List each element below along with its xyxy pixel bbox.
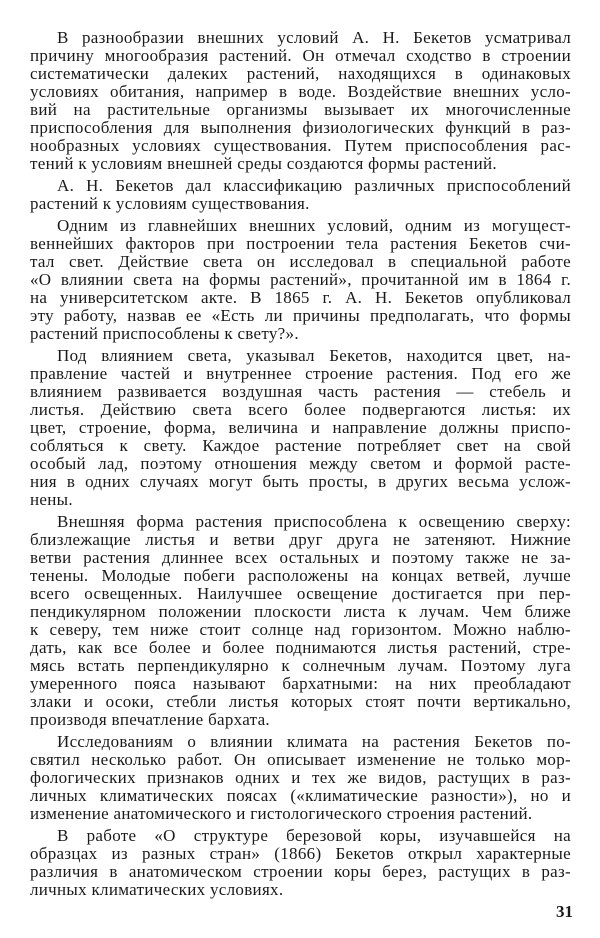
- text-line: приспособления для выполнения физиологических функций в раз-: [30, 118, 571, 137]
- text-line: систематически далеких растений, находящихся в одинаковых: [30, 64, 571, 83]
- text-line: В работе «О структуре березовой коры, изучавшейся на: [57, 826, 571, 845]
- paragraph: [30, 29, 571, 173]
- text-line: близлежащие листья и ветви друг друга не затеняют. Нижние: [30, 530, 571, 549]
- text-line: злаки и осоки, стебли листья которых стоят почти вертикально,: [30, 692, 571, 711]
- text-line: А. Н. Бекетов дал классификацию различных приспособлений: [57, 176, 571, 195]
- text-line: производя впечатление бархата.: [30, 710, 270, 729]
- text-line: особый лад, поэтому отношения между светом и формой расте-: [30, 454, 571, 473]
- text-line: цвет, строение, форма, величина и направление должны приспо-: [30, 418, 571, 437]
- text-line: Внешняя форма растения приспособлена к освещению сверху:: [57, 512, 571, 531]
- text-line: святил несколько работ. Он описывает изменение не только мор-: [30, 750, 571, 769]
- text-line: ветви растения длиннее всех остальных и поэтому также не за-: [30, 548, 571, 567]
- paragraph: [30, 177, 571, 213]
- text-line: дать, как все более и более поднимаются листья растений, стре-: [30, 638, 571, 657]
- text-line: растений приспособлены к свету?».: [30, 324, 299, 343]
- text-line: личных климатических поясах («климатические разности»), но и: [30, 786, 571, 805]
- text-line: пендикулярном положении плоскости листа к лучам. Чем ближе: [30, 602, 571, 621]
- text-line: нообразных условиях существования. Путем приспособления рас-: [30, 136, 571, 155]
- text-line: всего освещенных. Наилучшее освещение достигается при пер-: [30, 584, 571, 603]
- text-line: причину многообразия растений. Он отмечал сходство в строении: [30, 46, 571, 65]
- text-line: к северу, тем ниже стоит солнце над горизонтом. Можно наблю-: [30, 620, 571, 639]
- text-line: условиях обитания, например в воде. Воздействие внешних усло-: [30, 82, 571, 101]
- text-line: тений к условиям внешней среды создаются формы растений.: [30, 154, 497, 173]
- text-line: влиянием развивается воздушная часть растения — стебель и: [30, 382, 571, 401]
- text-line: мясь встать перпендикулярно к солнечным лучам. Поэтому луга: [30, 656, 571, 675]
- text-line: различия в анатомическом строении коры берез, растущих в раз-: [30, 862, 571, 881]
- text-line: В разнообразии внешних условий А. Н. Бекетов усматривал: [57, 28, 571, 47]
- text-line: личных климатических условиях.: [30, 880, 284, 899]
- text-line: тал свет. Действие света он исследовал в специальной работе: [30, 252, 571, 271]
- text-line: вий на растительные организмы вызывает их многочисленные: [30, 100, 571, 119]
- paragraph: [30, 217, 571, 343]
- text-line: собляться к свету. Каждое растение потребляет свет на свой: [30, 436, 571, 455]
- page-body: [30, 29, 571, 903]
- paragraph: [30, 347, 571, 509]
- text-line: Исследованиям о влиянии климата на растения Бекетов по-: [57, 732, 571, 751]
- text-line: растений к условиям существования.: [30, 194, 310, 213]
- paragraph: [30, 827, 571, 899]
- text-line: изменение анатомического и гистологического строения растений.: [30, 804, 533, 823]
- text-line: веннейших факторов при построении тела растения Бекетов счи-: [30, 234, 571, 253]
- text-line: на университетском акте. В 1865 г. А. Н. Бекетов опубликовал: [30, 288, 571, 307]
- text-line: образцах из разных стран» (1866) Бекетов открыл характерные: [30, 844, 571, 863]
- text-line: нены.: [30, 490, 73, 509]
- page-number: 31: [556, 902, 573, 921]
- paragraph: [30, 733, 571, 823]
- text-line: ния в одних случаях могут быть просты, в других весьма услож-: [30, 472, 571, 491]
- text-line: правление частей и внутреннее строение растения. Под его же: [30, 364, 571, 383]
- text-line: листья. Действию света всего более подвергаются листья: их: [30, 400, 571, 419]
- text-line: фологических признаков одних и тех же видов, растущих в раз-: [30, 768, 571, 787]
- text-line: Одним из главнейших внешних условий, одним из могущест-: [57, 216, 571, 235]
- text-line: тенены. Молодые побеги расположены на концах ветвей, лучше: [30, 566, 571, 585]
- text-line: «О влиянии света на формы растений», прочитанной им в 1864 г.: [30, 270, 571, 289]
- paragraph: [30, 513, 571, 729]
- text-line: Под влиянием света, указывал Бекетов, находится цвет, на-: [57, 346, 571, 365]
- text-line: эту работу, назвав ее «Есть ли причины предполагать, что формы: [30, 306, 571, 325]
- text-line: умеренного пояса называют бархатными: на них преобладают: [30, 674, 571, 693]
